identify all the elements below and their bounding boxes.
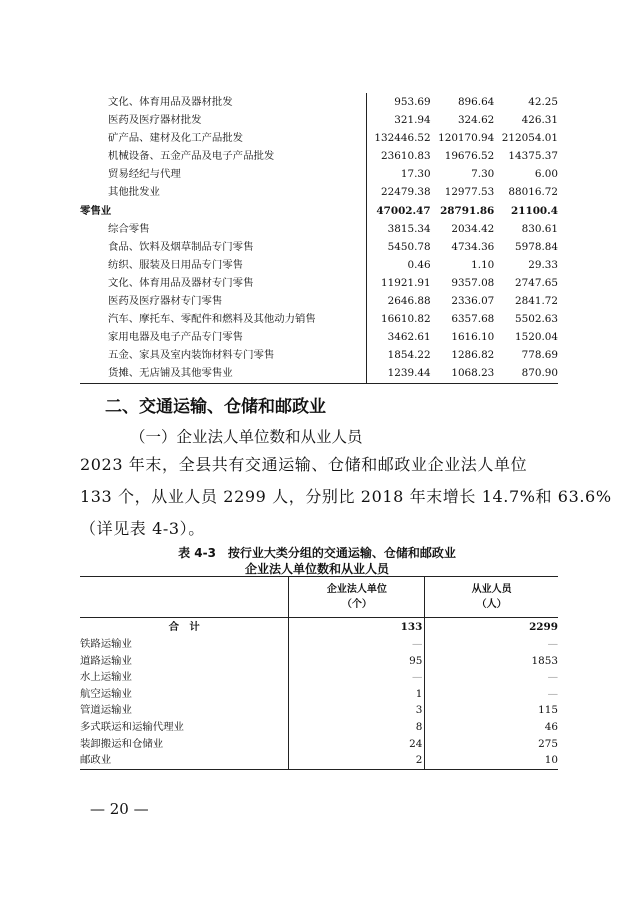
header-employees-label: 从业人员 bbox=[471, 584, 512, 595]
value-third: 21100.4 bbox=[511, 204, 558, 217]
table-row bbox=[80, 702, 558, 719]
row-label: 贸易经纪与代理 bbox=[80, 165, 366, 183]
value-third: 2841.72 bbox=[515, 295, 558, 308]
value-third: 426.31 bbox=[521, 114, 558, 127]
table-row bbox=[80, 220, 558, 238]
table-row bbox=[80, 346, 558, 364]
employees: 275 bbox=[538, 737, 558, 750]
value-2023: 16610.82 bbox=[381, 313, 431, 326]
enterprise-units: 2 bbox=[289, 752, 425, 769]
value-2023: 5450.78 bbox=[387, 240, 431, 253]
row-label: 文化、体育用品及器材专门零售 bbox=[80, 274, 366, 292]
table-row bbox=[80, 274, 558, 292]
value-third: 5978.84 bbox=[515, 240, 558, 253]
value-third: 870.90 bbox=[494, 364, 558, 383]
value-2023: 22479.38 bbox=[381, 186, 431, 199]
table-row bbox=[80, 736, 558, 753]
value-2018: 12977.53 bbox=[444, 186, 495, 199]
value-2023: 1854.22 bbox=[387, 349, 431, 362]
value-2023: 3815.34 bbox=[387, 222, 431, 235]
table-row bbox=[80, 653, 558, 670]
value-third: 830.61 bbox=[521, 222, 558, 235]
industry-label: 装卸搬运和仓储业 bbox=[80, 737, 164, 750]
value-third: 2747.65 bbox=[515, 276, 558, 289]
table-row bbox=[80, 238, 558, 256]
value-2023: 2646.88 bbox=[387, 295, 431, 308]
value-third: 29.33 bbox=[528, 258, 558, 271]
subsection-title: （一）企业法人单位数和从业人员 bbox=[130, 428, 363, 446]
value-third: 88016.72 bbox=[508, 186, 558, 199]
enterprise-units: 95 bbox=[289, 653, 425, 670]
table-row bbox=[80, 202, 558, 220]
row-label: 纺织、服装及日用品专门零售 bbox=[80, 256, 366, 274]
row-label: 医药及医疗器材批发 bbox=[80, 111, 366, 129]
table-row bbox=[80, 328, 558, 346]
row-label: 货摊、无店铺及其他零售业 bbox=[80, 364, 366, 383]
row-label: 五金、家具及室内装饰材料专门零售 bbox=[80, 346, 366, 364]
industry-label: 铁路运输业 bbox=[80, 638, 132, 650]
value-2023: 1239.44 bbox=[366, 364, 430, 383]
value-2018: 28791.86 bbox=[440, 204, 495, 217]
employees: 1853 bbox=[531, 654, 558, 667]
value-2018: 4734.36 bbox=[451, 240, 495, 253]
value-2018: 1068.23 bbox=[431, 364, 495, 383]
value-2018: 9357.08 bbox=[451, 276, 495, 289]
table-row bbox=[80, 292, 558, 310]
row-label: 机械设备、五金产品及电子产品批发 bbox=[80, 147, 366, 165]
industry-label: 邮政业 bbox=[80, 752, 289, 769]
row-label: 文化、体育用品及器材批发 bbox=[80, 93, 366, 111]
value-2018: 6357.68 bbox=[451, 313, 495, 326]
value-2023: 132446.52 bbox=[374, 132, 431, 145]
value-2023: 3462.61 bbox=[387, 331, 431, 344]
paragraph-line-2: 133 个，从业人员 2299 人，分别比 2018 年末增长 14.7%和 63.6% bbox=[80, 487, 612, 506]
row-label: 零售业 bbox=[80, 202, 366, 220]
enterprise-units: 3 bbox=[289, 702, 425, 719]
paragraph-line-1: 2023 年末，全县共有交通运输、仓储和邮政业企业法人单位 bbox=[80, 455, 528, 474]
row-label: 食品、饮料及烟草制品专门零售 bbox=[80, 238, 366, 256]
value-third: 212054.01 bbox=[501, 132, 558, 145]
row-label: 家用电器及电子产品专门零售 bbox=[80, 328, 366, 346]
table-header-row bbox=[80, 577, 558, 618]
employees: 115 bbox=[538, 704, 558, 717]
industry-label: 道路运输业 bbox=[80, 654, 132, 667]
enterprise-units: 24 bbox=[289, 736, 425, 753]
value-2018: 2034.42 bbox=[451, 222, 495, 235]
table-row bbox=[80, 256, 558, 274]
header-enterprise-units-unit: （个） bbox=[341, 599, 372, 610]
industry-label: 管道运输业 bbox=[80, 704, 132, 717]
employees: 46 bbox=[544, 720, 558, 733]
page-number: — 20 — bbox=[90, 800, 149, 818]
table-row bbox=[80, 719, 558, 736]
table-row bbox=[80, 686, 558, 703]
value-2018: 120170.94 bbox=[438, 132, 495, 145]
table-row bbox=[80, 752, 558, 769]
total-label: 合 计 bbox=[168, 620, 200, 633]
employees: — bbox=[547, 638, 558, 650]
table-row bbox=[80, 310, 558, 328]
header-enterprise-units-label: 企业法人单位 bbox=[326, 584, 387, 595]
table-row bbox=[80, 636, 558, 653]
industry-label: 航空运输业 bbox=[80, 687, 132, 700]
value-third: 42.25 bbox=[528, 96, 558, 108]
total-row bbox=[80, 618, 558, 637]
enterprise-units: — bbox=[289, 669, 425, 686]
table-row bbox=[80, 111, 558, 129]
table-row bbox=[80, 364, 558, 383]
value-2018: 7.30 bbox=[471, 168, 495, 181]
employees: 10 bbox=[425, 752, 558, 769]
table-row bbox=[80, 129, 558, 147]
table-caption-line-1: 表 4-3 按行业大类分组的交通运输、仓储和邮政业 bbox=[178, 546, 456, 560]
value-2023: 23610.83 bbox=[381, 150, 431, 163]
table-row bbox=[80, 165, 558, 183]
value-2018: 896.64 bbox=[457, 96, 495, 108]
table-row bbox=[80, 183, 558, 201]
value-2018: 2336.07 bbox=[451, 295, 495, 308]
enterprise-units: — bbox=[289, 636, 425, 653]
industry-label: 水上运输业 bbox=[80, 671, 132, 684]
table-row bbox=[80, 147, 558, 165]
section-title: 二、交通运输、仓储和邮政业 bbox=[105, 397, 326, 417]
row-label: 综合零售 bbox=[80, 220, 366, 238]
top-table bbox=[80, 93, 558, 384]
header-employees bbox=[425, 577, 558, 618]
value-2023: 11921.91 bbox=[381, 276, 431, 289]
value-2018: 1286.82 bbox=[451, 349, 495, 362]
row-label: 医药及医疗器材专门零售 bbox=[80, 292, 366, 310]
row-label: 其他批发业 bbox=[80, 183, 366, 201]
paragraph-line-3: （详见表 4-3）。 bbox=[80, 519, 205, 538]
header-employees-unit: （人） bbox=[476, 599, 507, 610]
enterprise-units: 8 bbox=[289, 719, 425, 736]
table-row bbox=[80, 93, 558, 111]
header-enterprise-units bbox=[289, 577, 425, 618]
employees: — bbox=[547, 671, 558, 684]
header-empty-cell bbox=[80, 577, 289, 618]
value-third: 14375.37 bbox=[508, 150, 558, 163]
table-4-3 bbox=[80, 576, 558, 770]
value-2023: 0.46 bbox=[407, 258, 431, 271]
value-third: 6.00 bbox=[534, 168, 558, 181]
value-2023: 47002.47 bbox=[376, 204, 431, 217]
value-2023: 17.30 bbox=[400, 168, 431, 181]
value-2018: 324.62 bbox=[457, 114, 495, 127]
row-label: 汽车、摩托车、零配件和燃料及其他动力销售 bbox=[80, 310, 366, 328]
value-third: 778.69 bbox=[521, 349, 558, 362]
value-2018: 1.10 bbox=[471, 258, 495, 271]
value-2023: 953.69 bbox=[394, 96, 431, 108]
value-third: 5502.63 bbox=[515, 313, 558, 326]
employees: — bbox=[547, 687, 558, 700]
table-row bbox=[80, 669, 558, 686]
industry-label: 多式联运和运输代理业 bbox=[80, 720, 184, 733]
enterprise-units: 1 bbox=[289, 686, 425, 703]
table-caption-line-2: 企业法人单位数和从业人员 bbox=[244, 562, 389, 576]
value-2023: 321.94 bbox=[394, 114, 431, 127]
total-enterprise-units: 133 bbox=[289, 618, 425, 637]
row-label: 矿产品、建材及化工产品批发 bbox=[80, 129, 366, 147]
total-employees: 2299 bbox=[529, 620, 558, 633]
value-third: 1520.04 bbox=[515, 331, 558, 344]
value-2018: 19676.52 bbox=[444, 150, 495, 163]
value-2018: 1616.10 bbox=[451, 331, 495, 344]
